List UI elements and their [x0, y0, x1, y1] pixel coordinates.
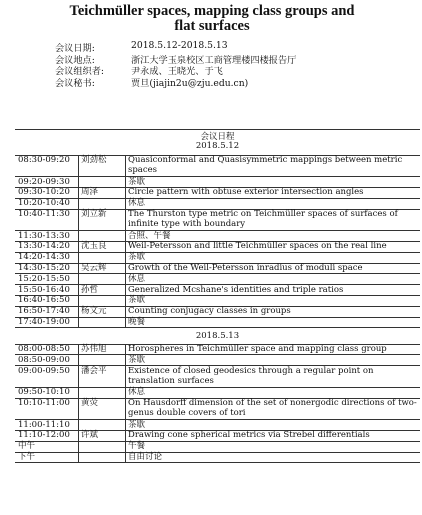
- schedule-title: 休息: [128, 387, 146, 398]
- schedule-time: 下午: [18, 452, 36, 462]
- schedule-title: Horospheres in Teichmüller space and mapping class group: [128, 344, 387, 354]
- schedule-speaker: 孙哲: [81, 284, 99, 295]
- schedule-title: Counting conjugacy classes in groups: [128, 306, 291, 317]
- schedule-speaker: 潘会平: [81, 365, 107, 376]
- schedule-title: 自由讨论: [128, 452, 163, 462]
- schedule-time: 09:50-10:10: [18, 387, 70, 398]
- meeting-venue-value: 浙江大学玉泉校区工商管理楼四楼报告厅: [131, 54, 297, 66]
- schedule-time: 08:30-09:20: [18, 155, 70, 165]
- schedule-speaker: 杨文元: [81, 306, 107, 317]
- schedule-time: 11:10-12:00: [18, 430, 70, 441]
- meeting-organizers-value: 尹永成、王晓光、于飞: [131, 66, 223, 77]
- schedule-speaker: 许斌: [81, 430, 99, 441]
- schedule-title: Weil-Petersson and little Teichmüller spaces on the real line: [128, 241, 387, 252]
- schedule-time: 16:40-16:50: [18, 295, 70, 306]
- title-line-1: Teichmüller spaces, mapping class groups and: [69, 3, 355, 19]
- schedule-title: 茶歇: [128, 419, 146, 430]
- schedule-time: 16:50-17:40: [18, 306, 70, 317]
- title-line-2: flat surfaces: [174, 18, 250, 34]
- schedule-speaker: 沈玉良: [81, 241, 107, 252]
- schedule-title: 休息: [128, 198, 146, 209]
- schedule-time: 15:50-16:40: [18, 284, 70, 295]
- schedule-title: 茶歇: [128, 252, 146, 263]
- schedule-time: 10:20-10:40: [18, 198, 70, 209]
- schedule-time: 13:30-14:20: [18, 241, 70, 252]
- day-date: 2018.5.12: [195, 141, 240, 151]
- schedule-title: 晚餐: [128, 317, 146, 327]
- schedule-time: 15:20-15:50: [18, 273, 70, 284]
- schedule-time: 09:00-09:50: [18, 365, 70, 376]
- schedule-title: On Hausdorff dimension of the set of nonergodic directions of two-genus double covers of tori: [128, 398, 417, 418]
- schedule-title: Existence of closed geodesics through a regular point on translation surfaces: [128, 365, 374, 386]
- schedule-title: 茶歇: [128, 295, 146, 306]
- schedule-title: 休息: [128, 273, 146, 284]
- schedule-title: 合照、午餐: [128, 230, 171, 241]
- schedule-time: 08:50-09:00: [18, 354, 70, 365]
- schedule-time: 11:00-11:10: [18, 419, 70, 430]
- schedule-time: 11:30-13:30: [18, 230, 70, 241]
- schedule-speaker: 刘立新: [81, 209, 107, 219]
- day-date: 2018.5.13: [195, 331, 240, 341]
- schedule-title: 茶歇: [128, 354, 146, 365]
- meeting-secretary-value: 贾旦(jiajin2u@zju.edu.cn): [131, 77, 249, 89]
- schedule-speaker: 黄荧: [81, 398, 99, 408]
- schedule-header: 会议日程: [200, 132, 235, 142]
- schedule-time: 14:20-14:30: [18, 252, 70, 263]
- meeting-venue-label: 会议地点:: [55, 54, 95, 66]
- column-divider: [125, 344, 126, 463]
- schedule-time: 10:40-11:30: [18, 209, 70, 219]
- schedule-time: 09:20-09:30: [18, 176, 70, 187]
- column-divider: [78, 155, 79, 328]
- row-divider: [15, 327, 420, 328]
- column-divider: [125, 155, 126, 328]
- schedule-time: 中午: [18, 441, 36, 452]
- schedule-time: 10:10-11:00: [18, 398, 70, 408]
- schedule-speaker: 周泽: [81, 187, 99, 198]
- schedule-time: 17:40-19:00: [18, 317, 70, 327]
- schedule-speaker: 刘劲松: [81, 155, 107, 165]
- row-divider: [15, 462, 420, 463]
- schedule-time: 09:30-10:20: [18, 187, 70, 198]
- schedule-speaker: 吴云辉: [81, 263, 107, 273]
- schedule-speaker: 苏伟旭: [81, 344, 107, 354]
- meeting-date-label: 会议日期:: [55, 43, 95, 54]
- schedule-title: Circle pattern with obtuse exterior intersection angles: [128, 187, 364, 198]
- schedule-title: 茶歇: [128, 176, 146, 187]
- schedule-title: Quasiconformal and Quasisymmetric mappings between metric spaces: [128, 155, 403, 175]
- meeting-date-value: 2018.5.12-2018.5.13: [131, 40, 228, 51]
- table-top-line: [15, 129, 420, 130]
- schedule-time: 14:30-15:20: [18, 263, 70, 273]
- schedule-title: The Thurston type metric on Teichmüller spaces of surfaces of infinite type with boundary: [128, 209, 398, 229]
- document-title: [12, 4, 412, 34]
- schedule-title: Growth of the Weil-Petersson inradius of moduli space: [128, 263, 363, 273]
- column-divider: [78, 344, 79, 463]
- schedule-title: 午餐: [128, 441, 146, 452]
- meeting-secretary-label: 会议秘书:: [55, 77, 95, 89]
- schedule-title: Generalized Mcshane's identities and triple ratios: [128, 284, 344, 295]
- meeting-organizers-label: 会议组织者:: [55, 66, 105, 77]
- schedule-title: Drawing cone spherical metrics via Strebel differentials: [128, 430, 370, 441]
- schedule-time: 08:00-08:50: [18, 344, 70, 354]
